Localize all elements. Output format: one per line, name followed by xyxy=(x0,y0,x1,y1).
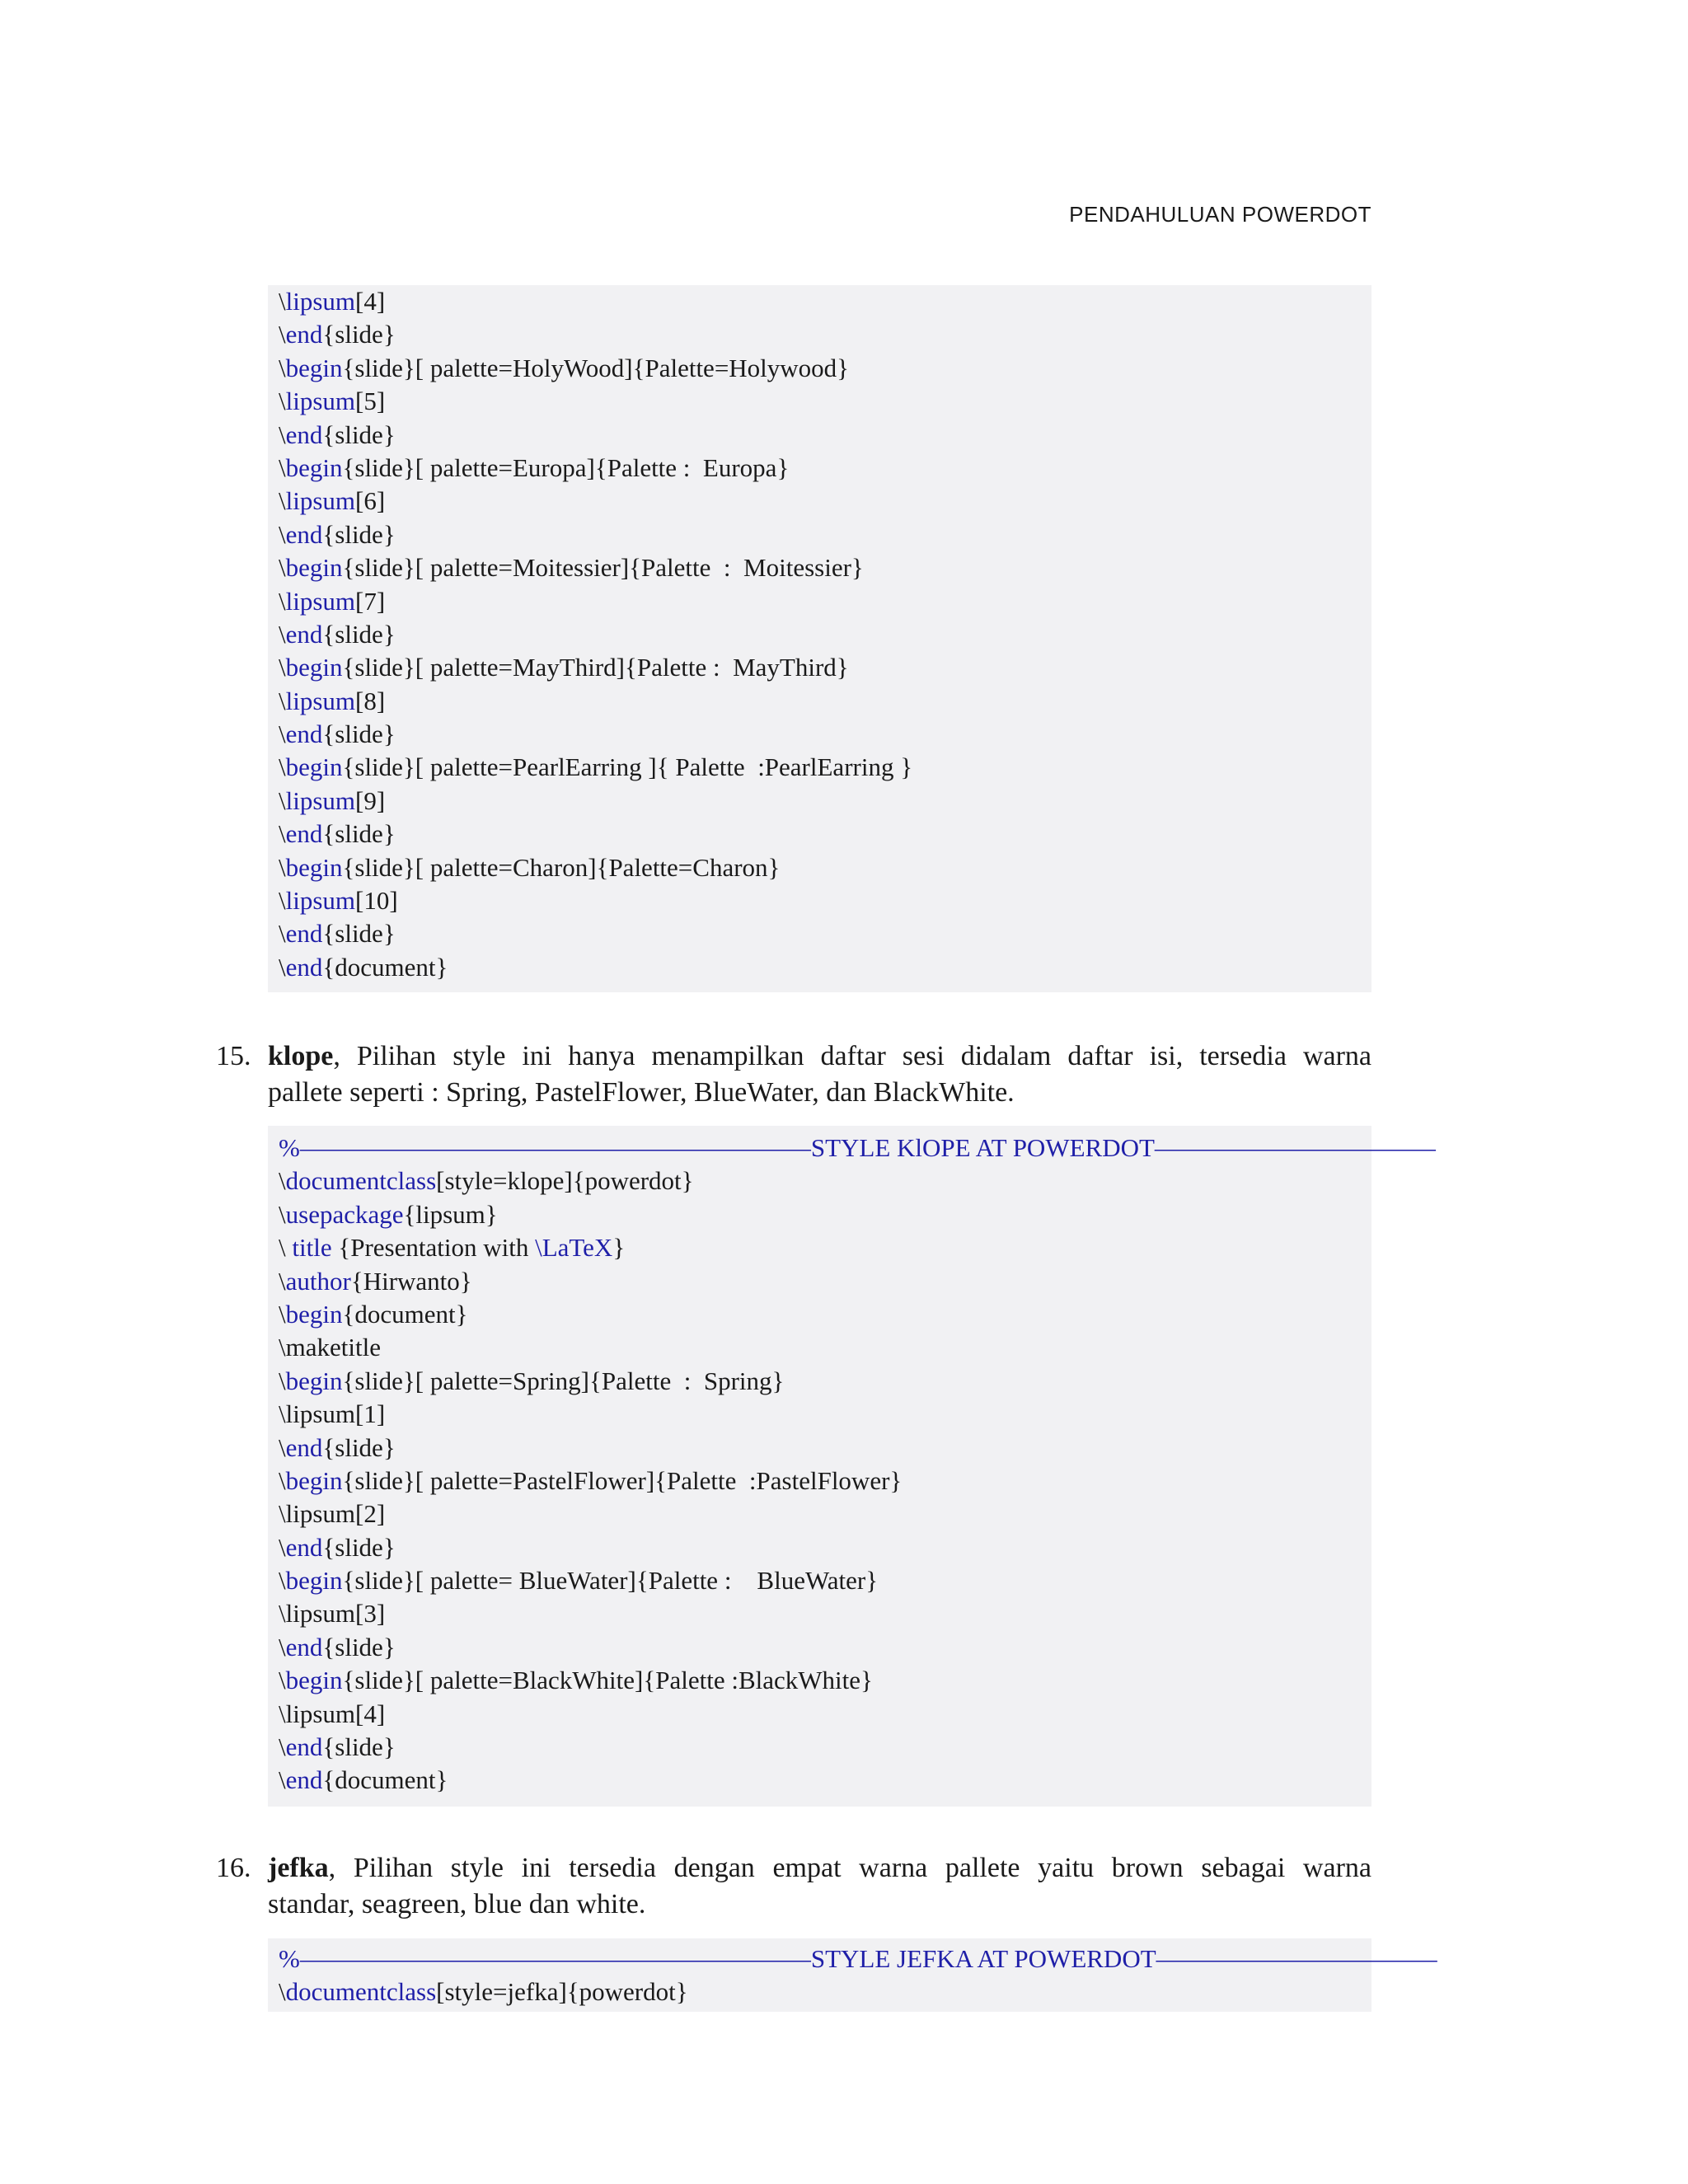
list-item-number: 16. xyxy=(216,1853,251,1883)
code-argument: [2] xyxy=(355,1499,386,1529)
code-backslash: \ xyxy=(279,1166,286,1196)
code-argument: {slide} xyxy=(322,1432,396,1462)
code-command: lipsum xyxy=(285,886,356,916)
code-backslash: \ xyxy=(279,1532,286,1562)
code-argument: {slide} xyxy=(322,1732,396,1762)
code-line xyxy=(279,951,1372,984)
code-line xyxy=(279,1298,1372,1331)
code-argument: {document} xyxy=(322,1765,448,1795)
running-header: PENDAHULUAN POWERDOT xyxy=(1069,202,1372,227)
code-backslash: \ xyxy=(279,586,286,616)
code-command: lipsum xyxy=(285,785,356,815)
list-item-line-1 xyxy=(268,1038,1372,1075)
code-line xyxy=(279,585,1372,618)
code-argument: {slide}[ palette=BlackWhite]{Palette :BlackWhite} xyxy=(342,1666,873,1695)
code-backslash: \ xyxy=(279,752,286,782)
code-argument: {slide}[ palette= BlueWater]{Palette : BlueWater} xyxy=(342,1566,879,1596)
code-line xyxy=(279,917,1372,950)
code-command: end xyxy=(285,919,323,949)
code-command: usepackage xyxy=(285,1199,404,1229)
code-backslash: \ xyxy=(279,1399,286,1429)
code-argument: [5] xyxy=(355,387,386,416)
code-line xyxy=(279,551,1372,584)
code-argument: {Presentation with xyxy=(331,1233,536,1263)
code-argument: {slide}[ palette=MayThird]{Palette : MayThird} xyxy=(342,653,849,682)
list-item-body xyxy=(268,1038,1372,1111)
code-line xyxy=(279,1465,1372,1497)
code-argument: [1] xyxy=(355,1399,386,1429)
code-command: begin xyxy=(285,1465,343,1495)
code-argument: [6] xyxy=(355,486,386,516)
code-block-3 xyxy=(268,1938,1437,2012)
code-argument: [8] xyxy=(355,686,386,715)
code-backslash: \ xyxy=(279,852,286,882)
code-command: end xyxy=(285,619,323,649)
code-backslash: \ xyxy=(279,1299,286,1329)
code-lines-2 xyxy=(279,1126,1436,1797)
code-line xyxy=(279,685,1372,718)
code-command: lipsum xyxy=(285,1399,356,1429)
list-item-text-1: , Pilihan style ini hanya menampilkan daftar sesi didalam daftar isi, tersedia warna xyxy=(333,1041,1372,1071)
code-backslash: \ xyxy=(279,1333,286,1362)
list-item-line-2: standar, seagreen, blue dan white. xyxy=(268,1889,646,1919)
code-argument: {slide} xyxy=(322,1632,396,1661)
code-line xyxy=(279,884,1372,917)
code-line xyxy=(279,1231,1372,1264)
code-backslash: \ xyxy=(279,1732,286,1762)
code-command: begin xyxy=(285,852,343,882)
code-line xyxy=(279,1564,1372,1597)
code-command: lipsum xyxy=(285,387,356,416)
code-backslash: \ xyxy=(279,553,286,583)
code-command: end xyxy=(285,1632,323,1661)
code-backslash: \ xyxy=(279,619,286,649)
code-backslash: \ xyxy=(279,719,286,749)
code-backslash: \ xyxy=(279,819,286,849)
code-line xyxy=(279,1165,1372,1197)
code-backslash: \ xyxy=(279,1632,286,1661)
code-line xyxy=(279,1531,1372,1564)
code-backslash: \ xyxy=(279,1765,286,1795)
code-argument: [3] xyxy=(355,1599,386,1629)
code-line xyxy=(279,1198,1372,1231)
code-line xyxy=(279,1698,1372,1731)
code-argument: {slide}[ palette=Charon]{Palette=Charon} xyxy=(342,852,781,882)
list-item-number: 15. xyxy=(216,1041,251,1071)
code-command: begin xyxy=(285,353,343,382)
code-argument: {slide}[ palette=Europa]{Palette : Europa} xyxy=(342,452,790,482)
code-command: begin xyxy=(285,452,343,482)
code-backslash: \ xyxy=(279,419,286,449)
code-backslash: \ xyxy=(279,1465,286,1495)
code-argument: } xyxy=(612,1233,626,1263)
code-line xyxy=(279,1331,1372,1364)
code-line xyxy=(279,352,1372,385)
code-line xyxy=(279,385,1372,418)
code-argument: {slide} xyxy=(322,619,396,649)
code-lines-1 xyxy=(279,285,1372,984)
code-command: lipsum xyxy=(285,486,356,516)
code-backslash: \ xyxy=(279,1566,286,1596)
list-item-text-1: , Pilihan style ini tersedia dengan empat warna pallete yaitu brown sebagai warna xyxy=(328,1853,1372,1883)
code-line xyxy=(279,818,1372,851)
code-backslash: \ xyxy=(279,1699,286,1728)
list-item-line-1 xyxy=(268,1850,1372,1886)
code-backslash: \ xyxy=(279,1266,286,1296)
code-command: end xyxy=(285,1432,323,1462)
list-item-term: klope xyxy=(268,1041,334,1071)
code-line xyxy=(279,618,1372,651)
code-command: end xyxy=(285,1732,323,1762)
code-command: end xyxy=(285,819,323,849)
code-block-2 xyxy=(268,1126,1436,1807)
code-command: title xyxy=(285,1233,332,1263)
code-line xyxy=(279,851,1372,884)
code-command: maketitle xyxy=(285,1333,381,1362)
code-backslash: \ xyxy=(279,919,286,949)
code-backslash: \ xyxy=(279,1666,286,1695)
code-command: lipsum xyxy=(285,686,356,715)
code-command: lipsum xyxy=(285,1499,356,1529)
code-argument: [4] xyxy=(355,1699,386,1728)
code-argument: {slide}[ palette=PastelFlower]{Palette :PastelFlower} xyxy=(342,1465,903,1495)
code-line xyxy=(279,1731,1372,1764)
code-argument: {lipsum} xyxy=(403,1199,498,1229)
code-argument: {slide} xyxy=(322,320,396,349)
code-argument: [style=jefka]{powerdot} xyxy=(436,1977,688,2007)
code-command: end xyxy=(285,519,323,549)
code-backslash: \ xyxy=(279,686,286,715)
code-comment: %————————————————————STYLE KlOPE AT POWERDOT——————————— xyxy=(279,1133,1436,1162)
code-command: begin xyxy=(285,1566,343,1596)
code-backslash: \ xyxy=(279,519,286,549)
code-backslash: \ xyxy=(279,1432,286,1462)
code-line xyxy=(279,1597,1372,1630)
code-command: documentclass xyxy=(285,1977,437,2007)
code-argument: {slide} xyxy=(322,719,396,749)
list-item-line-2: pallete seperti : Spring, PastelFlower, BlueWater, dan BlackWhite. xyxy=(268,1077,1015,1108)
code-backslash: \ xyxy=(279,1599,286,1629)
code-line xyxy=(279,1497,1372,1530)
code-block-1 xyxy=(268,285,1372,992)
code-argument: {slide}[ palette=HolyWood]{Palette=Holywood} xyxy=(342,353,850,382)
code-command: begin xyxy=(285,553,343,583)
code-backslash: \ xyxy=(279,1977,286,2007)
code-argument: [10] xyxy=(355,886,398,916)
code-argument: {document} xyxy=(342,1299,468,1329)
code-backslash: \ xyxy=(279,1499,286,1529)
code-argument: {slide}[ palette=Spring]{Palette : Spring} xyxy=(342,1366,785,1395)
code-command: end xyxy=(285,1532,323,1562)
code-line xyxy=(279,419,1372,452)
code-argument: {slide} xyxy=(322,519,396,549)
code-argument: {slide} xyxy=(322,419,396,449)
code-argument: [9] xyxy=(355,785,386,815)
code-line xyxy=(279,518,1372,551)
code-command: lipsum xyxy=(285,287,356,316)
code-backslash: \ xyxy=(279,1233,286,1263)
code-command: lipsum xyxy=(285,586,356,616)
code-backslash: \ xyxy=(279,287,286,316)
code-line xyxy=(279,1365,1372,1398)
code-line xyxy=(279,485,1372,518)
code-backslash: \ xyxy=(279,886,286,916)
code-command: end xyxy=(285,320,323,349)
code-command: begin xyxy=(285,1299,343,1329)
code-line xyxy=(279,651,1372,684)
code-line xyxy=(279,785,1372,818)
code-command: end xyxy=(285,419,323,449)
code-line xyxy=(279,318,1372,351)
code-line xyxy=(279,1398,1372,1431)
list-item-16 xyxy=(216,1850,1372,1923)
code-line xyxy=(279,1764,1372,1797)
code-argument: {slide} xyxy=(322,919,396,949)
code-command: \LaTeX xyxy=(535,1233,613,1263)
code-backslash: \ xyxy=(279,1199,286,1229)
code-line xyxy=(279,1265,1372,1298)
code-command: lipsum xyxy=(285,1699,356,1728)
code-argument: [style=klope]{powerdot} xyxy=(436,1166,694,1196)
code-line xyxy=(279,718,1372,751)
code-backslash: \ xyxy=(279,452,286,482)
code-line xyxy=(279,452,1372,485)
list-item-body xyxy=(268,1850,1372,1923)
code-argument: [4] xyxy=(355,287,386,316)
code-command: begin xyxy=(285,1366,343,1395)
code-argument: {slide}[ palette=Moitessier]{Palette : Moitessier} xyxy=(342,553,864,583)
code-argument: {Hirwanto} xyxy=(350,1266,472,1296)
code-command: documentclass xyxy=(285,1166,437,1196)
code-line xyxy=(279,751,1372,784)
code-backslash: \ xyxy=(279,486,286,516)
code-command: end xyxy=(285,952,323,982)
code-argument: {slide} xyxy=(322,1532,396,1562)
code-argument: {document} xyxy=(322,952,448,982)
code-line xyxy=(279,1975,1372,2008)
list-item-term: jefka xyxy=(268,1853,329,1883)
code-argument: {slide} xyxy=(322,819,396,849)
code-command: lipsum xyxy=(285,1599,356,1629)
code-command: end xyxy=(285,719,323,749)
code-backslash: \ xyxy=(279,353,286,382)
code-backslash: \ xyxy=(279,653,286,682)
code-line xyxy=(279,285,1372,318)
code-command: author xyxy=(285,1266,351,1296)
code-comment: %————————————————————STYLE JEFKA AT POWERDOT——————————— xyxy=(279,1944,1437,1973)
code-command: begin xyxy=(285,1666,343,1695)
code-command: end xyxy=(285,1765,323,1795)
code-lines-3 xyxy=(279,1938,1437,2009)
list-item-15 xyxy=(216,1038,1372,1111)
code-argument: [7] xyxy=(355,586,386,616)
code-backslash: \ xyxy=(279,387,286,416)
code-backslash: \ xyxy=(279,785,286,815)
code-command: begin xyxy=(285,653,343,682)
code-line xyxy=(279,1432,1372,1465)
code-backslash: \ xyxy=(279,1366,286,1395)
code-backslash: \ xyxy=(279,320,286,349)
code-argument: {slide}[ palette=PearlEarring ]{ Palette :PearlEarring } xyxy=(342,752,913,782)
code-line xyxy=(279,1631,1372,1664)
code-command: begin xyxy=(285,752,343,782)
code-backslash: \ xyxy=(279,952,286,982)
code-line xyxy=(279,1664,1372,1697)
